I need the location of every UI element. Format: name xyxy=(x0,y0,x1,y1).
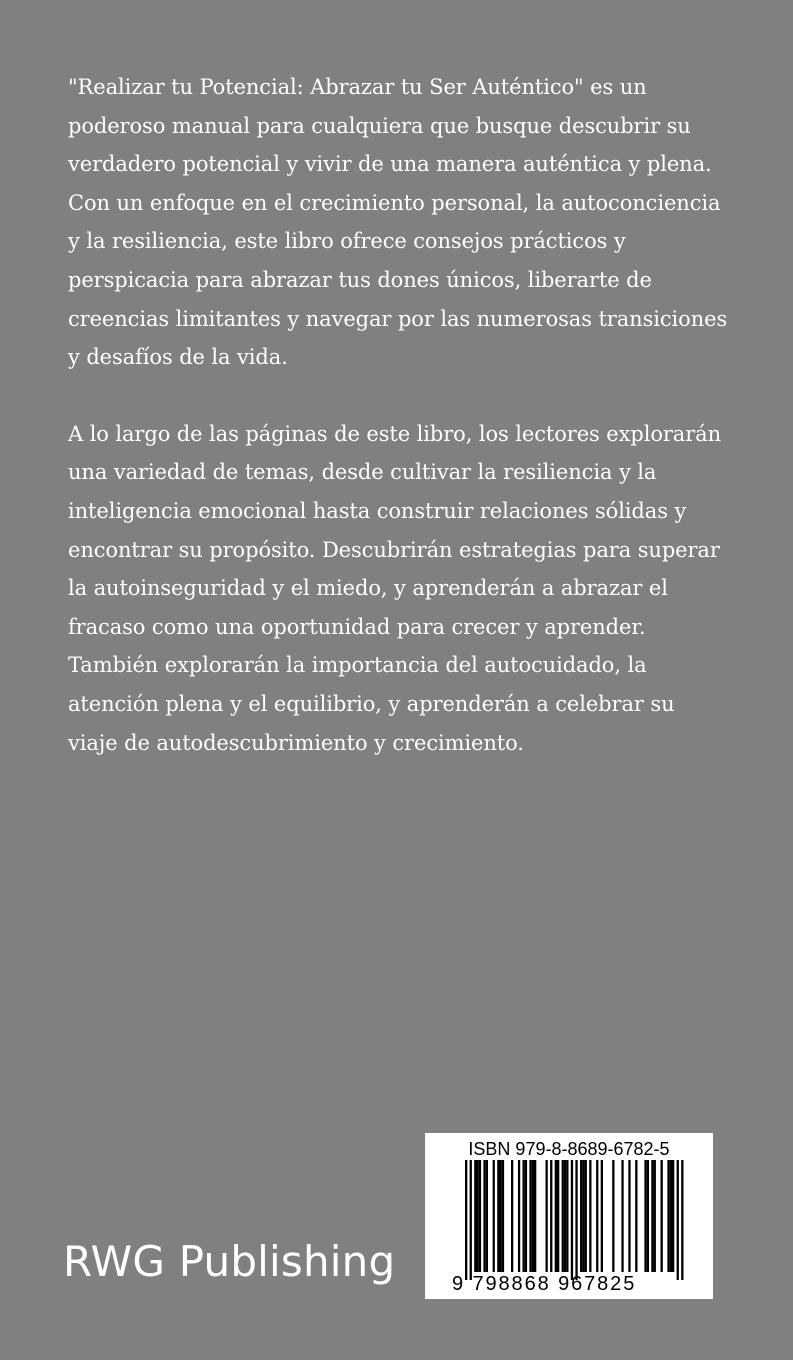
barcode-bar xyxy=(596,1160,598,1272)
barcode-bar xyxy=(580,1160,582,1272)
barcode-bar xyxy=(601,1160,603,1272)
barcode-bar xyxy=(497,1160,499,1272)
barcode-bar xyxy=(571,1160,573,1280)
barcode-bar xyxy=(635,1160,637,1272)
barcode-bar xyxy=(550,1160,552,1272)
barcode-bar xyxy=(532,1160,534,1272)
barcode-bar xyxy=(644,1160,646,1272)
barcode-bar xyxy=(670,1160,672,1272)
barcode-digits: 9 798868 967825 xyxy=(452,1273,637,1295)
barcode-bar xyxy=(477,1160,479,1272)
barcode-bar xyxy=(681,1160,683,1280)
barcode-bar xyxy=(557,1160,559,1272)
description-paragraph-2: A lo largo de las páginas de este libro, los lectores explorarán una variedad de temas, desde cultivar la resiliencia y la inteligencia emocional hasta construir relaciones sólidas y encontrar su propósito. Descubrirán estrategias para superar la autoinseguridad y el miedo, y aprenderán a abrazar el fracaso como una oportunidad para crecer y aprender. También explorarán la importancia del autocuidado, la atención plena y el equilibrio, y aprenderán a celebrar su viaje de autodescubrimiento y crecimiento. xyxy=(68,421,721,755)
description-paragraph-1: "Realizar tu Potencial: Abrazar tu Ser Auténtico" es un poderoso manual para cualquiera que busque descubrir su verdadero potencial y vivir de una manera auténtica y plena. Con un enfoque en el crecimiento personal, la autoconciencia y la resiliencia, este libro ofrece consejos prácticos y perspicacia para abrazar tus dones únicos, liberarte de creencias limitantes y navegar por las numerosas transiciones y desafíos de la vida. xyxy=(68,75,728,370)
barcode-bar xyxy=(672,1160,674,1272)
barcode-bar xyxy=(529,1160,531,1272)
publisher-name: RWG Publishing xyxy=(63,1237,396,1286)
barcode-bar xyxy=(654,1160,656,1272)
book-description xyxy=(68,68,730,762)
barcode-bar xyxy=(589,1160,591,1272)
barcode-bar xyxy=(661,1160,663,1272)
barcode-bar xyxy=(502,1160,504,1272)
isbn-barcode xyxy=(425,1133,713,1299)
barcode-bar xyxy=(479,1160,481,1272)
barcode-bar xyxy=(534,1160,536,1272)
barcode-bar xyxy=(582,1160,584,1272)
barcode-bar xyxy=(585,1160,587,1272)
barcode-bar xyxy=(511,1160,513,1272)
barcode-bar xyxy=(564,1160,566,1272)
barcode-bar xyxy=(667,1160,669,1272)
barcode-bar xyxy=(500,1160,502,1272)
barcode-bar xyxy=(555,1160,557,1272)
barcode-bar xyxy=(518,1160,520,1272)
isbn-label: ISBN 979-8-8689-6782-5 xyxy=(468,1139,670,1159)
barcode-bar xyxy=(612,1160,614,1272)
barcode-bar xyxy=(651,1160,653,1272)
barcode-bar xyxy=(566,1160,568,1272)
barcode-bar xyxy=(465,1160,467,1280)
barcode-bar xyxy=(474,1160,476,1272)
barcode-bar xyxy=(647,1160,649,1272)
barcode-bar xyxy=(470,1160,472,1280)
barcode-bar xyxy=(525,1160,527,1272)
barcode-bar xyxy=(546,1160,548,1272)
barcode-bar xyxy=(575,1160,577,1280)
barcode-bar xyxy=(486,1160,488,1272)
barcode-bar xyxy=(621,1160,623,1272)
barcode-bar xyxy=(493,1160,495,1272)
barcode-bar xyxy=(562,1160,564,1272)
barcode-bar xyxy=(483,1160,485,1272)
barcode-bar xyxy=(628,1160,630,1272)
barcode-bar xyxy=(523,1160,525,1272)
barcode-bar xyxy=(677,1160,679,1280)
